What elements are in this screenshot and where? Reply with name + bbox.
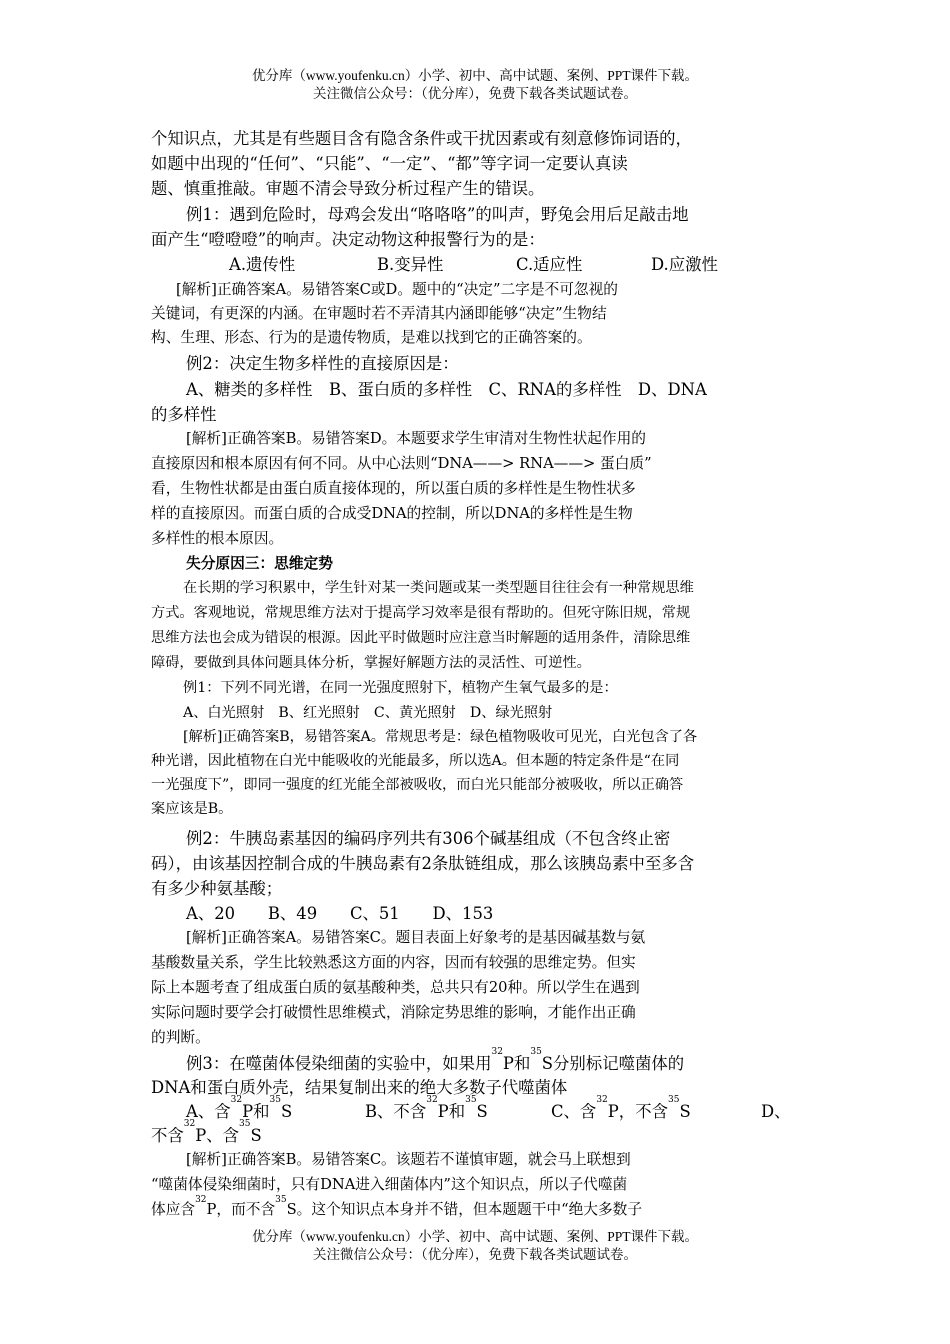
option-c: C.适应性 [516, 255, 583, 274]
page-footer [0, 1228, 950, 1264]
body-line: 如题中出现的“任何”、“只能”、“一定”、“都”等字词一定要认真读 [151, 154, 628, 173]
body-line: 个知识点，尤其是有些题目含有隐含条件或干扰因素或有刻意修饰词语的， [151, 129, 692, 148]
body-line: 的多样性 [151, 405, 217, 424]
option-b: B.变异性 [377, 255, 444, 274]
header-line-2: 关注微信公众号：（优分库），免费下载各类试题试卷。 [313, 86, 637, 101]
body-line: 思维方法也会成为错误的根源。因此平时做题时应注意当时解题的适用条件，清除思维 [151, 630, 691, 646]
analysis-line: [解析]正确答案A。易错答案C或D。题中的“决定”二字是不可忽视的 [176, 281, 618, 298]
body-line: 方式。客观地说，常规思维方法对于提高学习效率是很有帮助的。但死守陈旧规，常规 [151, 605, 691, 621]
analysis-line: “噬菌体侵染细菌时，只有DNA进入细菌体内”这个知识点，所以子代噬菌 [151, 1176, 628, 1193]
analysis-line: 的判断。 [151, 1029, 210, 1046]
options-line: A、20 B、49 C、51 D、153 [186, 904, 494, 923]
example-question: 例2：决定生物多样性的直接原因是： [186, 354, 459, 373]
analysis-line: [解析]正确答案B，易错答案A。常规思考是：绿色植物吸收可见光，白光包含了各 [183, 729, 698, 745]
body-line: 码），由该基因控制合成的牛胰岛素有2条肽链组成，那么该胰岛素中至多含 [151, 854, 695, 873]
example-question: 例3：在噬菌体侵染细菌的实验中，如果用$^{32}$P和$^{35}$S分别标记噬菌体的 [186, 1047, 685, 1073]
analysis-line: 构、生理、形态、行为的是遗传物质，是难以找到它的正确答案的。 [151, 329, 592, 346]
section-heading: 失分原因三：思维定势 [186, 555, 333, 572]
body-line: 题、慎重推敲。审题不清会导致分析过程产生的错误。 [151, 179, 545, 198]
analysis-line: 关键词，有更深的内涵。在审题时若不弄清其内涵即能够“决定”生物结 [151, 305, 607, 322]
body-line: 障碍，要做到具体问题具体分析，掌握好解题方法的灵活性、可逆性。 [151, 655, 591, 671]
options-line: A、白光照射 B、红光照射 C、黄光照射 D、绿光照射 [183, 705, 553, 721]
example-question: 例1：下列不同光谱，在同一光强度照射下，植物产生氧气最多的是： [183, 680, 618, 696]
example-question: 例2：牛胰岛素基因的编码序列共有306个碱基组成（不包含终止密 [186, 829, 671, 848]
header-line-1: 优分库（www.youfenku.cn）小学、初中、高中试题、案例、PPT课件下载。 [251, 68, 699, 83]
analysis-line: 看，生物性状都是由蛋白质直接体现的，所以蛋白质的多样性是生物性状多 [151, 480, 636, 497]
body-line: DNA和蛋白质外壳，结果复制出来的绝大多数子代噬菌体 [151, 1078, 568, 1097]
option-d-continued: 不含$^{32}$P、含$^{35}$S [151, 1119, 262, 1145]
options-line: A、糖类的多样性 B、蛋白质的多样性 C、RNA的多样性 D、DNA [186, 380, 707, 399]
analysis-line: 基酸数量关系，学生比较熟悉这方面的内容，因而有较强的思维定势。但实 [151, 954, 636, 971]
analysis-line: 种光谱，因此植物在白光中能吸收的光能最多，所以选A。但本题的特定条件是“在同 [151, 753, 680, 769]
body-line: 有多少种氨基酸； [151, 879, 283, 898]
option-d: D.应激性 [651, 255, 718, 274]
option-c: C、含$^{32}$P，不含$^{35}$S [551, 1095, 691, 1121]
option-a: A.遗传性 [229, 255, 296, 274]
analysis-line: 一光强度下”，即同一强度的红光能全部被吸收，而白光只能部分被吸收，所以正确答 [151, 777, 684, 793]
analysis-line: [解析]正确答案B。易错答案C。该题若不谨慎审题，就会马上联想到 [186, 1151, 631, 1168]
body-line: 在长期的学习积累中，学生针对某一类问题或某一类型题目往往会有一种常规思维 [183, 580, 694, 596]
analysis-line: 际上本题考查了组成蛋白质的氨基酸种类，总共只有20种。所以学生在遇到 [151, 979, 640, 996]
analysis-line: [解析]正确答案B。易错答案D。本题要求学生审清对生物性状起作用的 [186, 430, 646, 447]
option-b: B、不含$^{32}$P和$^{35}$S [365, 1095, 488, 1121]
example-question: 例1：遇到危险时，母鸡会发出“咯咯咯”的叫声，野兔会用后足敲击地 [186, 205, 689, 224]
option-d: D、 [761, 1102, 791, 1121]
analysis-line: 实际问题时要学会打破惯性思维模式，消除定势思维的影响，才能作出正确 [151, 1004, 636, 1021]
analysis-line: 多样性的根本原因。 [151, 530, 284, 547]
analysis-line: 体应含$^{32}$P，而不含$^{35}$S。这个知识点本身并不错，但本题题干中“绝大多数子 [151, 1195, 643, 1218]
body-line: 面产生“噔噔噔”的响声。决定动物这种报警行为的是： [151, 230, 545, 249]
analysis-line: 直接原因和根本原因有何不同。从中心法则“DNA——> RNA——> 蛋白质” [151, 455, 652, 472]
page-header [0, 67, 950, 103]
footer-line-1: 优分库（www.youfenku.cn）小学、初中、高中试题、案例、PPT课件下载。 [251, 1229, 699, 1244]
footer-line-2: 关注微信公众号：（优分库），免费下载各类试题试卷。 [313, 1247, 637, 1262]
analysis-line: 样的直接原因。而蛋白质的合成受DNA的控制，所以DNA的多样性是生物 [151, 505, 633, 522]
option-a: A、含$^{32}$P和$^{35}$S [186, 1095, 293, 1121]
analysis-line: 案应该是B。 [151, 801, 233, 817]
analysis-line: [解析]正确答案A。易错答案C。题目表面上好象考的是基因碱基数与氨 [186, 929, 646, 946]
